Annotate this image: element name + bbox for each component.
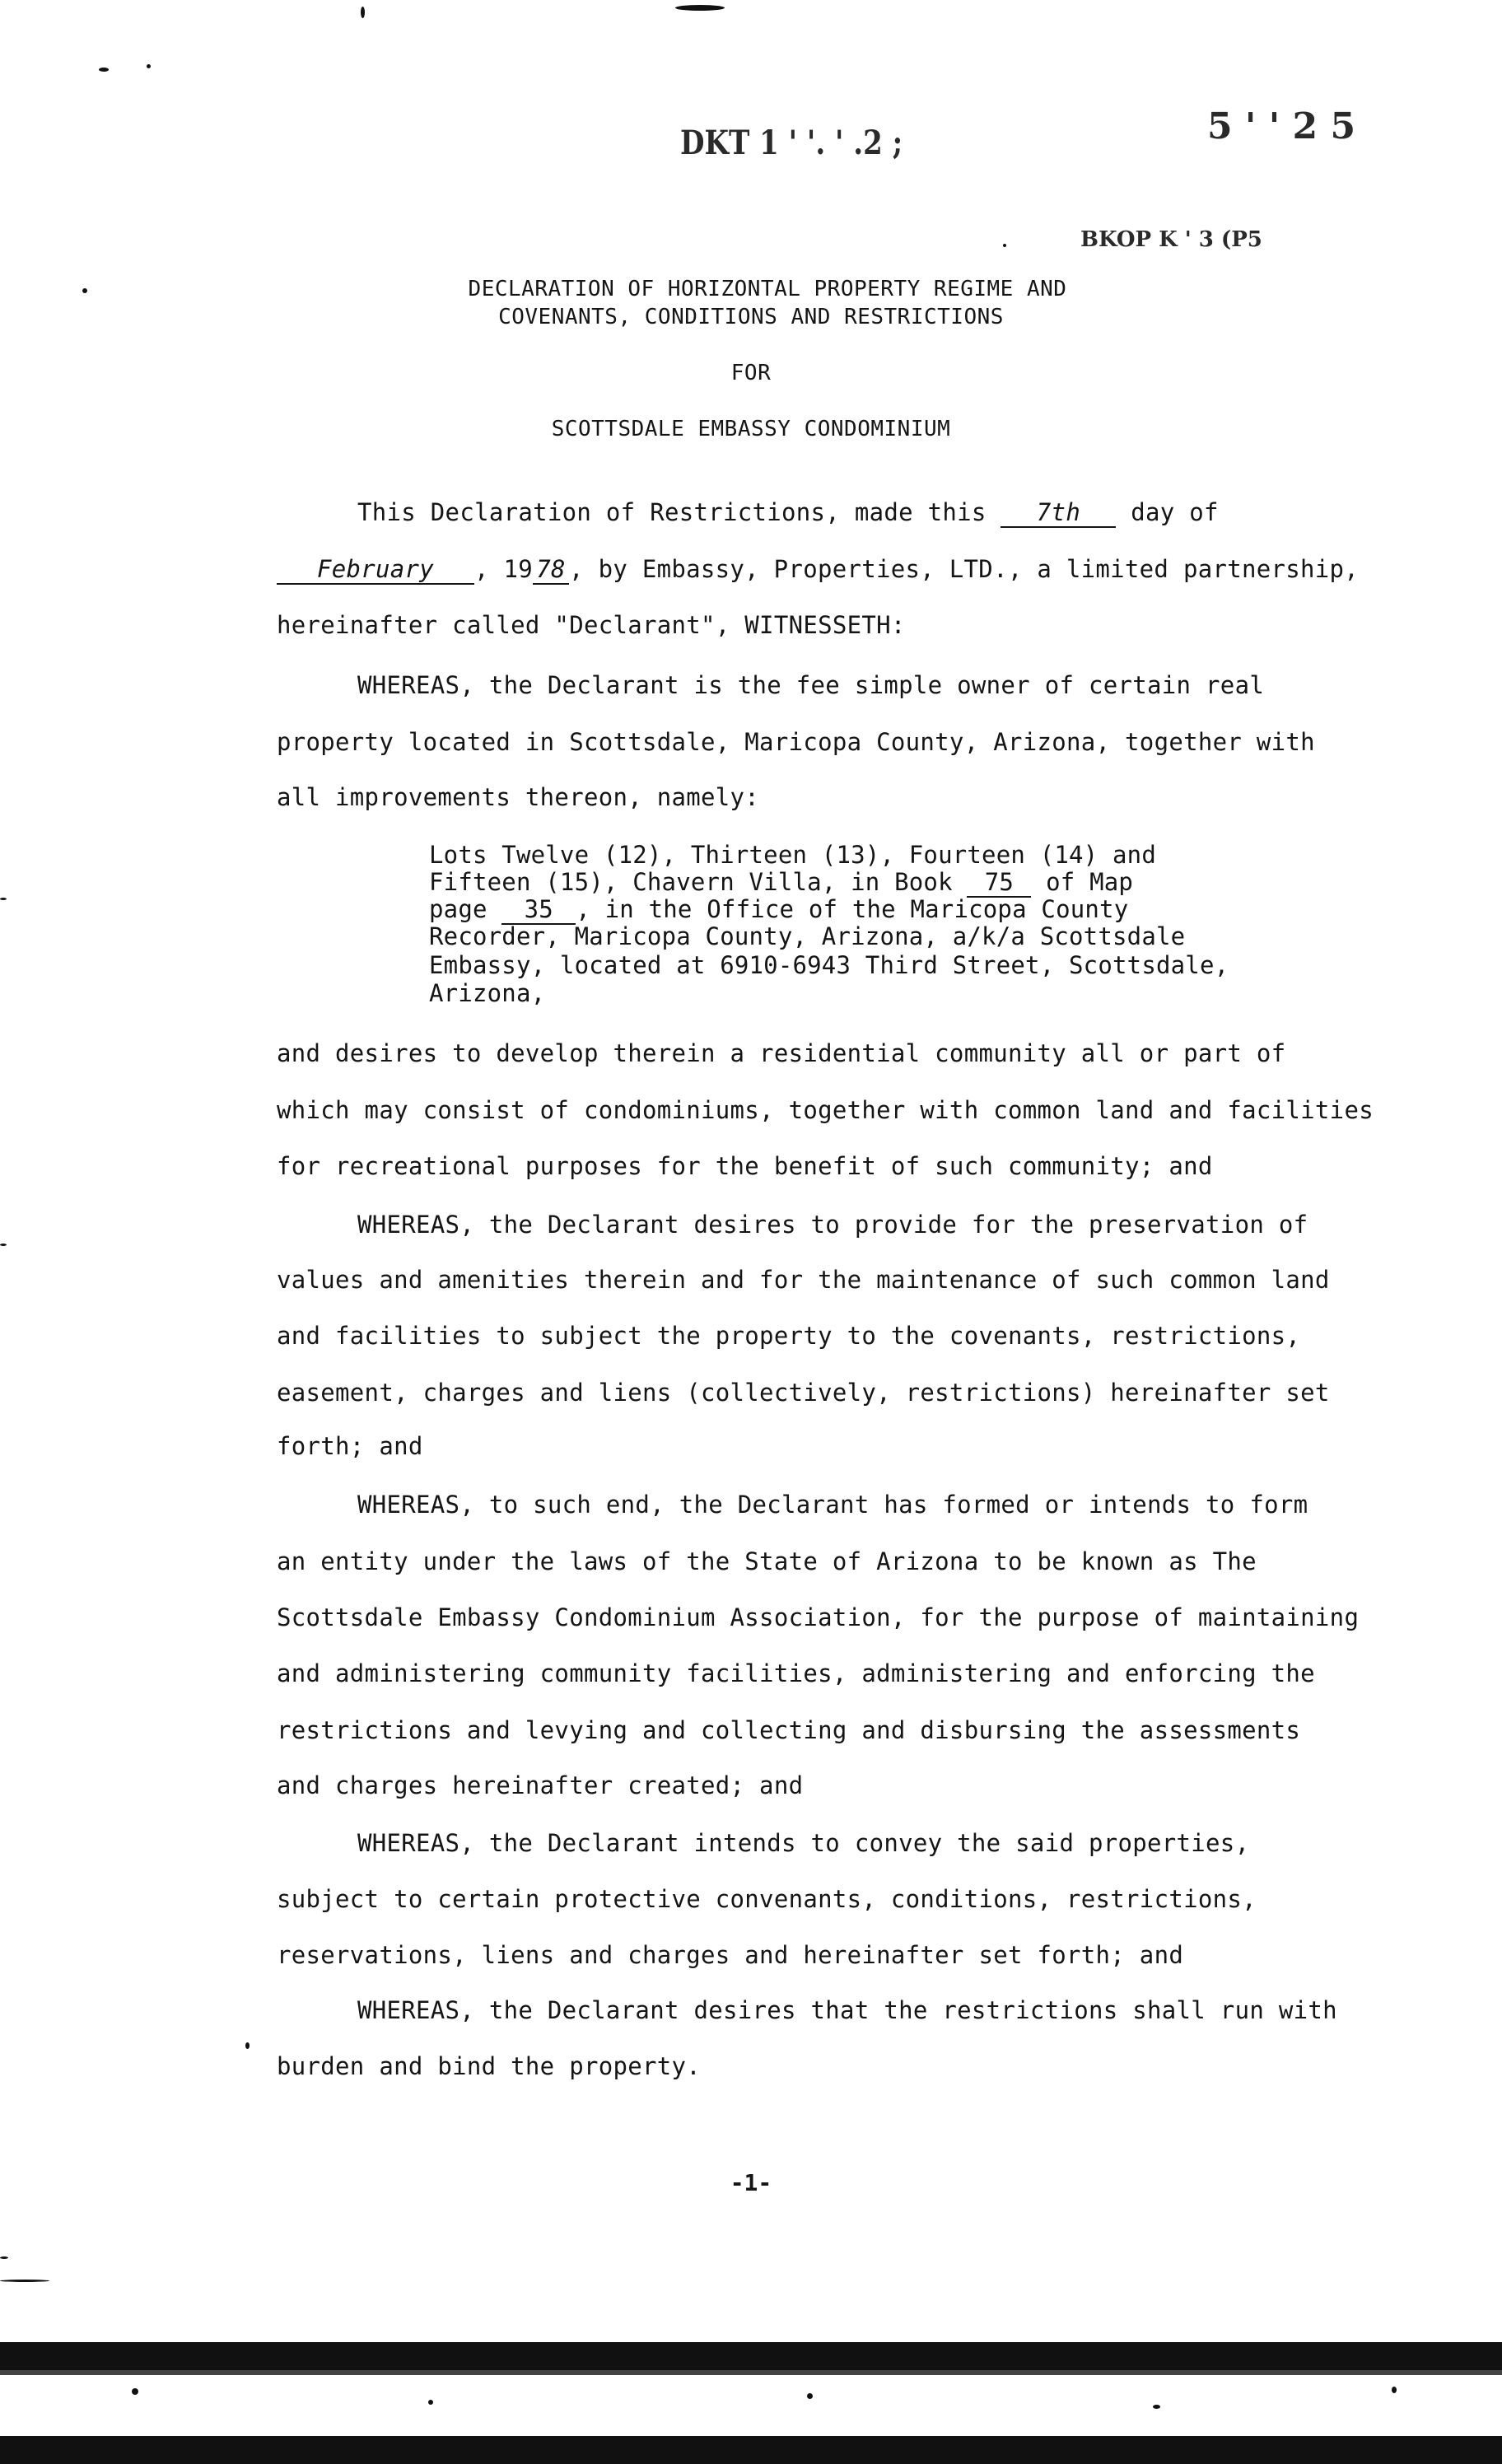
intro-line-1 [357, 498, 1219, 528]
paragraph-line: and desires to develop therein a residential community all or part of [277, 1039, 1286, 1067]
scan-speck [1153, 2405, 1160, 2409]
legal-description-line: Embassy, located at 6910-6943 Third Street, Scottsdale, [429, 951, 1229, 979]
paragraph-line: WHEREAS, the Declarant desires to provide for the preservation of [357, 1211, 1308, 1239]
legal-description-line [429, 896, 1128, 925]
recording-number-stamp: 5 ' ' 2 5 [1207, 105, 1356, 147]
paragraph-line: forth; and [277, 1432, 423, 1460]
legal-description-line [429, 869, 1133, 898]
scan-speck [361, 7, 365, 18]
scan-edge-band [0, 2342, 1502, 2370]
scan-speck [245, 2042, 250, 2049]
month-fill: February [277, 555, 474, 585]
legal-text: page [429, 895, 487, 923]
paragraph-line: an entity under the laws of the State of Arizona to be known as The [277, 1547, 1257, 1575]
intro-line-3: hereinafter called "Declarant", WITNESSETH: [277, 611, 906, 639]
scan-speck [428, 2400, 433, 2405]
paragraph-line: WHEREAS, the Declarant is the fee simple owner of certain real [357, 671, 1265, 699]
scan-speck [0, 2256, 8, 2259]
scan-speck [807, 2393, 813, 2399]
page-number: -1- [730, 2169, 772, 2196]
legal-description-line: Recorder, Maricopa County, Arizona, a/k/a Scottsdale [429, 922, 1186, 950]
legal-text: Fifteen (15), Chavern Villa, in Book [429, 868, 953, 896]
scan-edge-band [0, 2370, 1502, 2375]
scan-speck [0, 898, 7, 900]
paragraph-line: WHEREAS, to such end, the Declarant has formed or intends to form [357, 1491, 1308, 1519]
paragraph-line: Scottsdale Embassy Condominium Association, for the purpose of maintaining [277, 1603, 1360, 1631]
year-prefix: , 19 [474, 555, 534, 583]
document-title-line-2: COVENANTS, CONDITIONS AND RESTRICTIONS [498, 305, 1004, 329]
legal-description-line: Lots Twelve (12), Thirteen (13), Fourteen (14) and [429, 841, 1156, 869]
paragraph-line: burden and bind the property. [277, 2052, 702, 2080]
paragraph-line: WHEREAS, the Declarant desires that the restrictions shall run with [357, 1996, 1337, 2024]
scan-edge-band [0, 2436, 1502, 2464]
scan-speck [147, 64, 151, 68]
year-fill: 78 [533, 555, 569, 585]
paragraph-line: WHEREAS, the Declarant intends to convey the said properties, [357, 1829, 1250, 1857]
scan-speck [1003, 244, 1006, 247]
paragraph-line: restrictions and levying and collecting and disbursing the assessments [277, 1716, 1301, 1744]
paragraph-line: for recreational purposes for the benefit of such community; and [277, 1152, 1213, 1180]
paragraph-line: reservations, liens and charges and hereinafter set forth; and [277, 1941, 1184, 1969]
intro-text: , by Embassy, Properties, LTD., a limited partnership, [569, 555, 1360, 583]
docket-stamp: DKT 1 ' '. ' .2 ; [680, 124, 903, 162]
paragraph-line: and charges hereinafter created; and [277, 1771, 804, 1799]
paragraph-line: which may consist of condominiums, together with common land and facilities [277, 1096, 1374, 1124]
document-title-line-1: DECLARATION OF HORIZONTAL PROPERTY REGIME AND [468, 277, 1067, 301]
document-title-line-4: SCOTTSDALE EMBASSY CONDOMINIUM [551, 417, 951, 441]
intro-line-2 [277, 555, 1359, 585]
scan-speck [1392, 2387, 1397, 2393]
document-title-line-3: FOR [730, 361, 772, 385]
scan-speck [675, 5, 725, 11]
paragraph-line: values and amenities therein and for the maintenance of such common land [277, 1266, 1330, 1294]
legal-text: of Map [1046, 868, 1134, 896]
paragraph-line: and administering community facilities, administering and enforcing the [277, 1659, 1315, 1687]
book-page-stamp: BKOP K ' 3 (P5 [1080, 227, 1262, 252]
day-fill: 7th [1001, 498, 1116, 528]
legal-text: , in the Office of the Maricopa County [576, 895, 1129, 923]
paragraph-line: all improvements thereon, namely: [277, 783, 760, 811]
legal-description-line: Arizona, [429, 979, 546, 1007]
intro-text: day of [1131, 498, 1219, 526]
scan-speck [99, 68, 109, 72]
page-fill: 35 [501, 896, 576, 925]
scan-speck [0, 2280, 49, 2282]
intro-text: This Declaration of Restrictions, made this [357, 498, 987, 526]
paragraph-line: and facilities to subject the property to the covenants, restrictions, [277, 1322, 1301, 1350]
scan-speck [132, 2388, 138, 2395]
paragraph-line: subject to certain protective convenants, conditions, restrictions, [277, 1885, 1257, 1913]
paragraph-line: easement, charges and liens (collectively, restrictions) hereinafter set [277, 1379, 1330, 1407]
book-fill: 75 [967, 869, 1031, 898]
scan-speck [0, 1244, 7, 1246]
paragraph-line: property located in Scottsdale, Maricopa County, Arizona, together with [277, 728, 1315, 756]
